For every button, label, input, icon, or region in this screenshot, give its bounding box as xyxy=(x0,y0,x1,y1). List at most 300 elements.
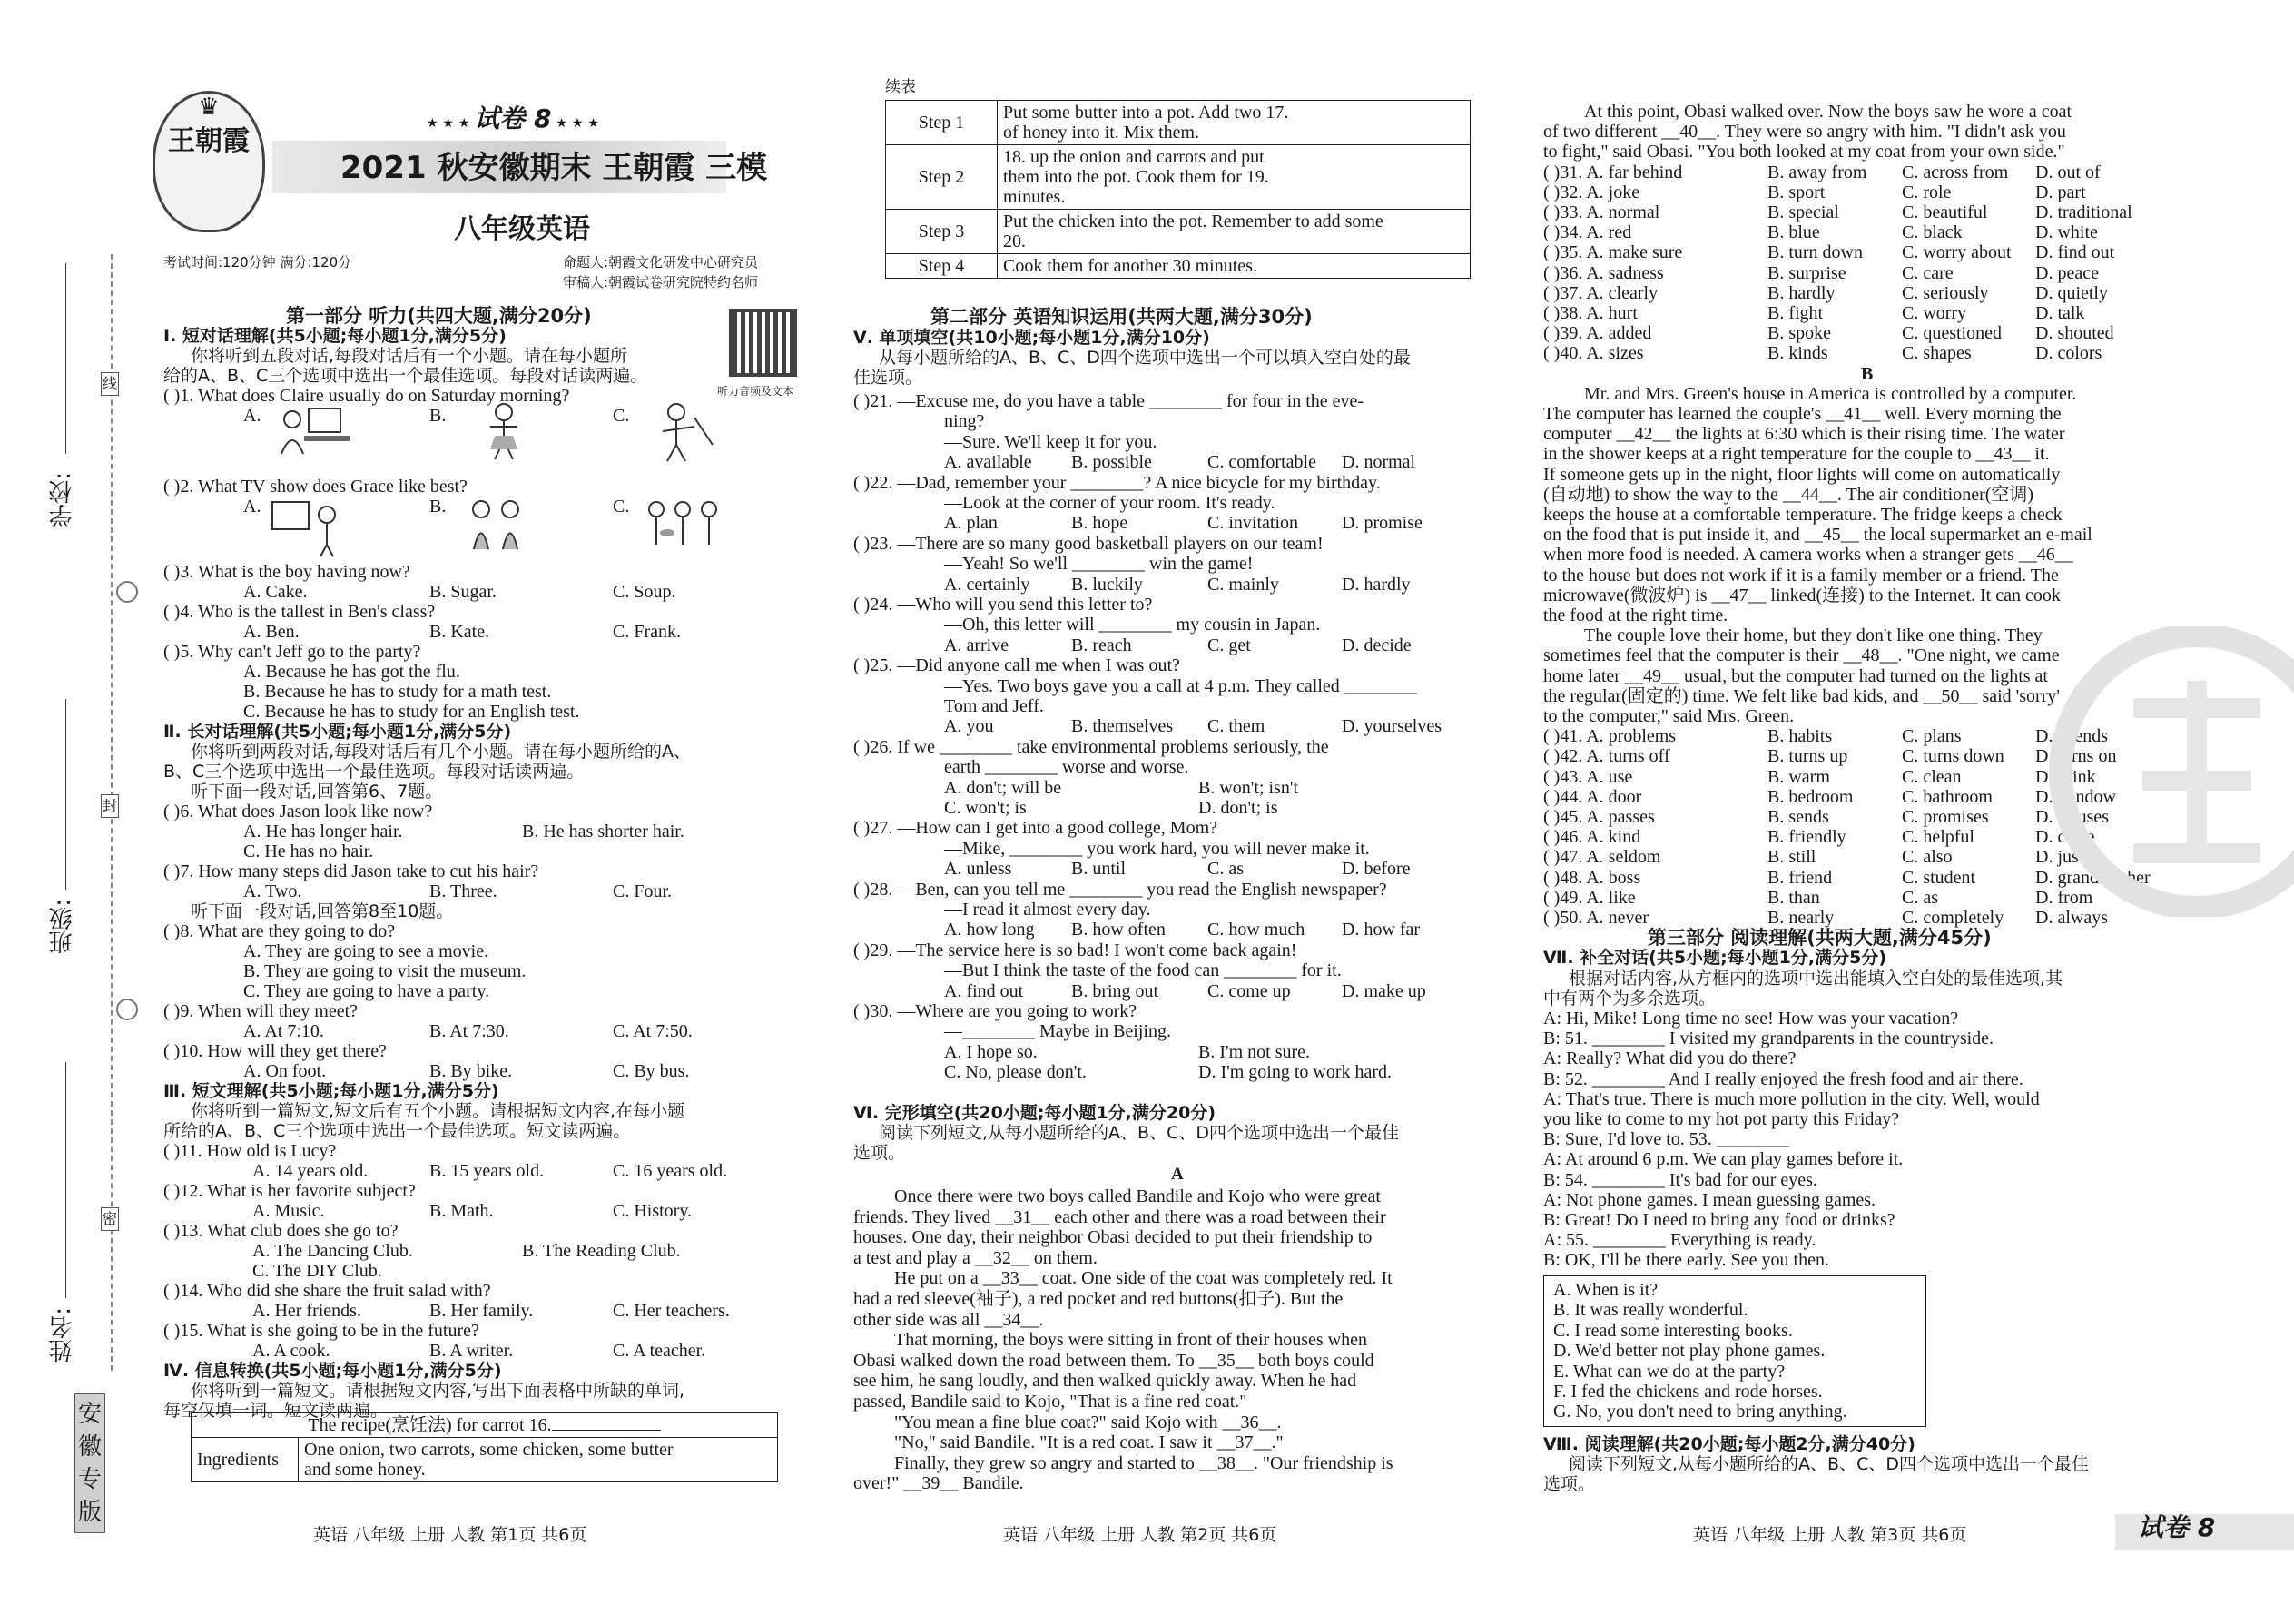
section-8-title: Ⅷ. 阅读理解(共20小题;每小题2分,满分40分) xyxy=(1543,1434,1915,1454)
class-label: 班级: xyxy=(49,899,76,954)
option: C. completely xyxy=(1902,908,2004,928)
binding-circle-1 xyxy=(116,581,138,603)
step-line: them into the pot. Cook them for 19. xyxy=(1003,167,1269,187)
option: B. fight xyxy=(1767,303,1824,323)
option: B. reach xyxy=(1071,635,1132,655)
listening-note: 听下面一段对话,回答第8至10题。 xyxy=(191,901,454,921)
cloze-question: ( )48. A. boss xyxy=(1543,867,1641,888)
option: C. comfortable xyxy=(1207,452,1316,473)
seal-mark-3: 密 xyxy=(101,1207,119,1231)
option: B. spoke xyxy=(1767,323,1831,344)
option: C. History. xyxy=(613,1201,693,1221)
option: B. 15 years old. xyxy=(429,1161,545,1181)
question-25: ( )25. —Did anyone call me when I was out? xyxy=(853,655,1180,676)
school-field[interactable] xyxy=(65,263,66,454)
option: C. plans xyxy=(1902,726,1962,747)
option: B. nearly xyxy=(1767,908,1835,928)
option: C. across from xyxy=(1902,162,2009,182)
subject-title: 八年级英语 xyxy=(454,213,590,245)
option: A. Ben. xyxy=(243,622,300,642)
question-22-line: —Look at the corner of your room. It's ready. xyxy=(944,493,1275,513)
dialogue-option: E. What can we do at the party? xyxy=(1553,1361,1786,1382)
option: C. come up xyxy=(1207,980,1291,1001)
passage-line: (自动地) to show the way to the __44__. The air conditioner(空调) xyxy=(1543,484,2034,505)
dialogue-option: A. When is it? xyxy=(1553,1280,1659,1300)
paper-number: ★ ★ ★ 试卷 8 ★ ★ ★ xyxy=(427,103,599,133)
option: D. window xyxy=(2035,786,2116,807)
option: B. possible xyxy=(1071,452,1152,473)
option: D. refuses xyxy=(2035,807,2110,827)
question-6: ( )6. What does Jason look like now? xyxy=(163,802,433,822)
option: C. seriously xyxy=(1902,282,1989,303)
cloze-question: ( )31. A. far behind xyxy=(1543,162,1683,182)
question-27-line: —Mike, ________ you work hard, you will never make it. xyxy=(944,838,1370,859)
cloze-question: ( )43. A. use xyxy=(1543,766,1633,787)
option: D. grandmother xyxy=(2035,867,2151,888)
option: B. kinds xyxy=(1767,343,1828,364)
option: D. decide xyxy=(1342,635,1412,655)
section-4-title: Ⅳ. 信息转换(共5小题;每小题1分,满分5分) xyxy=(163,1361,502,1381)
option: D. find out xyxy=(2035,242,2115,263)
option: B. sends xyxy=(1767,807,1829,827)
section-3-title: Ⅲ. 短文理解(共5小题;每小题1分,满分5分) xyxy=(163,1081,499,1101)
dialogue-line: you like to come to my hot pot party this Friday? xyxy=(1543,1109,1900,1129)
passage-line: over!" __39__ Bandile. xyxy=(853,1473,1024,1494)
option: B. friendly xyxy=(1767,827,1846,848)
dialogue-line: B: 54. ________ It's bad for our eyes. xyxy=(1543,1169,1817,1190)
option: B. blue xyxy=(1767,222,1820,243)
question-25-line: —Yes. Two boys gave you a call at 4 p.m. They called ________ xyxy=(944,675,1417,696)
option: C. how much xyxy=(1207,920,1305,940)
passage-line: The computer has learned the couple's __41__ well. Every morning the xyxy=(1543,404,2062,424)
picture-band xyxy=(640,495,726,558)
passage-line: in the shower keeps at a right temperature for the couple to __43__ it. xyxy=(1543,444,2050,465)
question-8: ( )8. What are they going to do? xyxy=(163,921,396,941)
option: A. I hope so. xyxy=(944,1041,1038,1062)
option: D. just xyxy=(2035,847,2084,868)
option: D. from xyxy=(2035,887,2093,908)
passage-line: Finally, they grew so angry and started to __38__. "Our friendship is xyxy=(894,1452,1393,1473)
option: C. Four. xyxy=(613,881,673,901)
option: B. The Reading Club. xyxy=(522,1241,681,1261)
option: D. quietly xyxy=(2035,282,2108,303)
cloze-question: ( )34. A. red xyxy=(1543,222,1632,243)
passage-line: If someone gets up in the night, floor lights will come on automatically xyxy=(1543,464,2061,485)
passage-line: houses. One day, their neighbor Obasi decided to put their friendship to xyxy=(853,1227,1373,1248)
passage-line: computer __42__ the lights at 6:30 which is their rising time. The water xyxy=(1543,424,2065,445)
dialogue-line: A: Really? What did you do there? xyxy=(1543,1048,1797,1069)
question-24: ( )24. —Who will you send this letter to? xyxy=(853,595,1153,615)
option: D. peace xyxy=(2035,262,2099,283)
option: B. surprise xyxy=(1767,262,1846,283)
option: D. normal xyxy=(1342,452,1416,473)
option: C. them xyxy=(1207,716,1265,737)
step-label: Step 4 xyxy=(886,254,998,279)
dialogue-option: C. I read some interesting books. xyxy=(1553,1320,1793,1341)
cloze-question: ( )33. A. normal xyxy=(1543,202,1660,222)
option: D. out of xyxy=(2035,162,2101,182)
passage-line: The couple love their home, but they don't like one thing. They xyxy=(1584,625,2043,646)
question-30-line: —________ Maybe in Beijing. xyxy=(944,1021,1171,1042)
cloze-question: ( )32. A. joke xyxy=(1543,182,1640,202)
ingredients-text: and some honey. xyxy=(304,1460,426,1480)
picture-dance-girl xyxy=(463,399,549,463)
option: B. how often xyxy=(1071,920,1166,940)
option: C. shapes xyxy=(1902,343,1972,364)
option: B. themselves xyxy=(1071,716,1174,737)
question-23: ( )23. —There are so many good basketball players on our team! xyxy=(853,533,1324,554)
dialogue-line: A: 55. ________ Everything is ready. xyxy=(1543,1230,1816,1251)
passage-line: the food at the right time. xyxy=(1543,605,1728,625)
passage-line: microwave(微波炉) is __47__ linked(连接) to the Internet. It can cook xyxy=(1543,585,2061,605)
option: C. as xyxy=(1207,859,1244,880)
question-5: ( )5. Why can't Jeff go to the party? xyxy=(163,642,421,662)
step-line: minutes. xyxy=(1003,187,1066,207)
option: A. certainly xyxy=(944,574,1030,595)
question-4: ( )4. Who is the tallest in Ben's class? xyxy=(163,602,436,622)
dialogue-line: B: Great! Do I need to bring any food or drinks? xyxy=(1543,1210,1895,1230)
option: D. drink xyxy=(2035,766,2096,787)
option: B. won't; isn't xyxy=(1198,777,1298,798)
step-line: of honey into it. Mix them. xyxy=(1003,123,1200,143)
dialogue-option: D. We'd better not play phone games. xyxy=(1553,1341,1826,1362)
passage-line: see him, he sang loudly, and then walked quickly away. When he had xyxy=(853,1371,1357,1392)
option: C. Because he has to study for an English test. xyxy=(243,702,580,722)
question-21-line: —Sure. We'll keep it for you. xyxy=(944,431,1157,452)
option: D. turns on xyxy=(2035,746,2117,767)
passage-line: That morning, the boys were sitting in front of their houses when xyxy=(894,1330,1368,1351)
section-4-instruction: 你将听到一篇短文。请根据短文内容,写出下面表格中所缺的单词, xyxy=(191,1381,685,1401)
passage-a-label: A xyxy=(1171,1165,1184,1184)
cloze-question: ( )47. A. seldom xyxy=(1543,847,1661,868)
option: B. sport xyxy=(1767,182,1826,202)
option: D. make up xyxy=(1342,980,1426,1001)
option: B. luckily xyxy=(1071,574,1143,595)
option: C. bathroom xyxy=(1902,786,1993,807)
step-text xyxy=(998,101,1471,145)
name-field[interactable] xyxy=(65,1062,66,1298)
option: C. He has no hair. xyxy=(243,842,374,861)
option: B. hope xyxy=(1071,513,1128,534)
option: D. before xyxy=(1342,859,1411,880)
cloze-question: ( )42. A. turns off xyxy=(1543,746,1670,767)
option: C. care xyxy=(1902,262,1954,283)
passage-line: keeps the house at a comfortable temperature. The fridge keeps a check xyxy=(1543,505,2063,525)
option: A. plan xyxy=(944,513,998,534)
option: C. worry xyxy=(1902,303,1967,323)
table-continued-label: 续表 xyxy=(885,78,916,96)
passage-line: the regular(固定的) time. We felt like bad kids, and __50__ said 'sorry' xyxy=(1543,685,2060,706)
option: C. invitation xyxy=(1207,513,1298,534)
option: A. don't; will be xyxy=(944,777,1062,798)
dialogue-line: B: 52. ________ And I really enjoyed the fresh food and air there. xyxy=(1543,1068,2023,1089)
class-field[interactable] xyxy=(65,699,66,890)
question-11: ( )11. How old is Lucy? xyxy=(163,1141,337,1161)
option-label: B. xyxy=(429,406,447,426)
section-6-instruction: 选项。 xyxy=(853,1143,906,1163)
dialogue-line: B: OK, I'll be there early. See you then. xyxy=(1543,1250,1829,1271)
option: A. A cook. xyxy=(252,1341,330,1361)
option: B. Her family. xyxy=(429,1301,534,1321)
question-9: ( )9. When will they meet? xyxy=(163,1001,359,1021)
option: A. 14 years old. xyxy=(252,1161,369,1181)
picture-violin-girl xyxy=(640,399,726,463)
option: B. I'm not sure. xyxy=(1198,1041,1311,1062)
option: C. Soup. xyxy=(613,582,676,602)
school-label: 学校: xyxy=(49,472,76,527)
cloze-question: ( )46. A. kind xyxy=(1543,827,1641,848)
passage-b-label: B xyxy=(1861,363,1874,384)
option: B. By bike. xyxy=(429,1061,513,1081)
question-29-line: —But I think the taste of the food can ________ for it. xyxy=(944,960,1342,981)
option: D. promise xyxy=(1342,513,1423,534)
option: C. No, please don't. xyxy=(944,1062,1087,1083)
question-26: ( )26. If we ________ take environmental problems seriously, the xyxy=(853,736,1329,757)
question-30: ( )30. —Where are you going to work? xyxy=(853,1001,1137,1021)
option: A. The Dancing Club. xyxy=(252,1241,413,1261)
question-24-line: —Oh, this letter will ________ my cousin in Japan. xyxy=(944,615,1321,635)
dialogue-line: A: At around 6 p.m. We can play games before it. xyxy=(1543,1149,1904,1170)
section-5-instruction: 从每小题所给的A、B、C、D四个选项中选出一个可以填入空白处的最 xyxy=(879,348,1411,368)
step-line: Put some butter into a pot. Add two 17. xyxy=(1003,103,1289,123)
step-text xyxy=(998,210,1471,254)
picture-singers xyxy=(454,495,540,558)
option: C. turns down xyxy=(1902,746,2004,767)
ingredients-label: Ingredients xyxy=(192,1438,299,1482)
option: C. The DIY Club. xyxy=(252,1261,382,1281)
question-15: ( )15. What is she going to be in the future? xyxy=(163,1321,479,1341)
option: B. than xyxy=(1767,887,1820,908)
binding-circle-2 xyxy=(116,999,138,1020)
qr-code xyxy=(729,309,797,377)
dialogue-line: A: Hi, Mike! Long time no see! How was your vacation? xyxy=(1543,1009,1959,1029)
option: B. Kate. xyxy=(429,622,490,642)
option: D. close xyxy=(2035,827,2095,848)
option: A. On foot. xyxy=(243,1061,327,1081)
option-label: C. xyxy=(613,406,630,426)
option: B. Math. xyxy=(429,1201,494,1221)
option: A. how long xyxy=(944,920,1035,940)
option: C. At 7:50. xyxy=(613,1021,693,1041)
option: D. shouted xyxy=(2035,323,2114,344)
question-12: ( )12. What is her favorite subject? xyxy=(163,1181,416,1201)
section-2-instruction: 你将听到两段对话,每段对话后有几个小题。请在每小题所给的A、 xyxy=(191,742,692,762)
passage-line: "You mean a fine blue coat?" said Kojo with __36__. xyxy=(894,1412,1282,1432)
passage-line: sometimes feel that the computer is their __48__. "One night, we came xyxy=(1543,645,2060,666)
dialogue-option: G. No, you don't need to bring anything. xyxy=(1553,1402,1847,1422)
option: A. Because he has got the flu. xyxy=(243,662,460,682)
cloze-question: ( )39. A. added xyxy=(1543,323,1652,344)
section-7-instruction: 根据对话内容,从方框内的选项中选出能填入空白处的最佳选项,其 xyxy=(1569,968,2063,989)
step-line: 20. xyxy=(1003,231,1026,251)
passage-line: Mr. and Mrs. Green's house in America is controlled by a computer. xyxy=(1584,383,2077,404)
option: A. Her friends. xyxy=(252,1301,361,1321)
option: A. unless xyxy=(944,859,1012,880)
option: C. Her teachers. xyxy=(613,1301,730,1321)
passage-line: to the house but does not work if it is a family member or a friend. The xyxy=(1543,565,2059,586)
option: C. They are going to have a party. xyxy=(243,981,490,1001)
option: D. always xyxy=(2035,908,2108,928)
option: B. friend xyxy=(1767,867,1833,888)
passage-line: of two different __40__. They were so angry with him. "I didn't ask you xyxy=(1543,122,2066,143)
edition-badge: 安徽专版 xyxy=(74,1393,105,1533)
option: C. won't; is xyxy=(944,798,1027,818)
option: B. They are going to visit the museum. xyxy=(243,961,527,981)
name-label: 姓名: xyxy=(49,1307,76,1363)
section-6-title: Ⅵ. 完形填空(共20小题;每小题1分,满分20分) xyxy=(853,1103,1216,1123)
option: B. still xyxy=(1767,847,1816,868)
step-line: Cook them for another 30 minutes. xyxy=(1003,256,1257,276)
option: D. friends xyxy=(2035,726,2108,747)
step-label: Step 2 xyxy=(886,145,998,210)
option: C. also xyxy=(1902,847,1953,868)
step-label: Step 3 xyxy=(886,210,998,254)
option: D. yourselves xyxy=(1342,716,1442,737)
option: A. At 7:10. xyxy=(243,1021,324,1041)
option: C. beautiful xyxy=(1902,202,1988,222)
question-27: ( )27. —How can I get into a good college, Mom? xyxy=(853,818,1218,839)
star-icon-left: ★ ★ ★ xyxy=(427,116,475,131)
dialogue-line: A: Not phone games. I mean guessing games. xyxy=(1543,1189,1876,1210)
ingredients-text: One onion, two carrots, some chicken, some butter xyxy=(304,1440,674,1460)
part-3-heading: 第三部分 阅读理解(共两大题,满分45分) xyxy=(1648,927,1992,950)
option: C. role xyxy=(1902,182,1952,202)
option: C. 16 years old. xyxy=(613,1161,728,1181)
question-23-line: —Yeah! So we'll ________ win the game! xyxy=(944,554,1254,575)
option-label: B. xyxy=(429,497,447,517)
step-text xyxy=(998,145,1471,210)
cloze-question: ( )38. A. hurt xyxy=(1543,303,1638,323)
passage-line: other side was all __34__. xyxy=(853,1309,1044,1330)
corner-paper-number: 试卷 8 xyxy=(2138,1512,2216,1542)
option: B. A writer. xyxy=(429,1341,514,1361)
cloze-question: ( )37. A. clearly xyxy=(1543,282,1659,303)
passage-line: when more food is needed. A camera works when a stranger gets __46__ xyxy=(1543,545,2073,566)
question-1: ( )1. What does Claire usually do on Saturday morning? xyxy=(163,386,570,406)
section-5-instruction: 佳选项。 xyxy=(853,368,923,388)
option: B. Because he has to study for a math test. xyxy=(243,682,552,702)
question-14: ( )14. Who did she share the fruit salad with? xyxy=(163,1281,491,1301)
passage-line: had a red sleeve(袖子), a red pocket and red buttons(扣子). But the xyxy=(853,1289,1344,1309)
question-22: ( )22. —Dad, remember your ________? A nice bicycle for my birthday. xyxy=(853,472,1381,493)
step-line: Put the chicken into the pot. Remember to add some xyxy=(1003,212,1383,231)
option: A. Music. xyxy=(252,1201,325,1221)
option: A. Two. xyxy=(243,881,302,901)
passage-line: "No," said Bandile. "It is a red coat. I saw it __37__." xyxy=(894,1432,1284,1453)
question-7: ( )7. How many steps did Jason take to cut his hair? xyxy=(163,861,539,881)
question-2: ( )2. What TV show does Grace like best? xyxy=(163,477,468,497)
option: C. helpful xyxy=(1902,827,1974,848)
question-26-line: earth ________ worse and worse. xyxy=(944,757,1189,778)
option: D. I'm going to work hard. xyxy=(1198,1062,1393,1083)
dialogue-options-box xyxy=(1543,1275,1926,1427)
dialogue-line: B: Sure, I'd love to. 53. ________ xyxy=(1543,1129,1789,1150)
option: B. special xyxy=(1767,202,1839,222)
option: D. talk xyxy=(2035,303,2085,323)
cloze-question: ( )40. A. sizes xyxy=(1543,343,1644,364)
option-label: A. xyxy=(243,497,261,517)
option: B. He has shorter hair. xyxy=(522,822,684,842)
option: C. A teacher. xyxy=(613,1341,706,1361)
option: C. Frank. xyxy=(613,622,681,642)
picture-computer-girl xyxy=(272,399,359,463)
section-2-instruction: B、C三个选项中选出一个最佳选项。每段对话读两遍。 xyxy=(163,762,585,782)
question-28-line: —I read it almost every day. xyxy=(944,900,1151,920)
option: B. At 7:30. xyxy=(429,1021,509,1041)
option: C. get xyxy=(1207,635,1251,655)
crown-icon: ♛ xyxy=(198,94,220,120)
section-1-instruction: 你将听到五段对话,每段对话后有一个小题。请在每小题所 xyxy=(191,346,628,366)
option: C. questioned xyxy=(1902,323,2002,344)
step-text xyxy=(998,254,1471,279)
passage-line: Once there were two boys called Bandile and Kojo who were great xyxy=(894,1186,1381,1206)
section-7-title: Ⅶ. 补全对话(共5小题;每小题1分,满分5分) xyxy=(1543,948,1887,969)
passage-line: At this point, Obasi walked over. Now the boys saw he wore a coat xyxy=(1584,102,2072,122)
section-7-instruction: 中有两个为多余选项。 xyxy=(1543,988,1717,1009)
cloze-question: ( )50. A. never xyxy=(1543,908,1649,928)
question-28: ( )28. —Ben, can you tell me ________ you read the English newspaper? xyxy=(853,879,1387,900)
option: A. He has longer hair. xyxy=(243,822,403,842)
option: D. hardly xyxy=(1342,574,1411,595)
option: D. white xyxy=(2035,222,2098,243)
recipe-table xyxy=(191,1412,778,1482)
option: B. turn down xyxy=(1767,242,1863,263)
passage-line: on the food that is put inside it, and __45__ the local supermarket an e-mail xyxy=(1543,525,2092,546)
option: C. By bus. xyxy=(613,1061,690,1081)
reviewer: 审稿人:朝霞试卷研究院特约名师 xyxy=(563,274,759,290)
logo-badge xyxy=(153,91,265,232)
passage-line: Obasi walked down the road between them. To __35__ both boys could xyxy=(853,1350,1374,1371)
dialogue-line: A: That's true. There is much more pollution in the city. Well, would xyxy=(1543,1088,2040,1109)
cloze-question: ( )41. A. problems xyxy=(1543,726,1677,747)
page-footer: 英语 八年级 上册 人教 第1页 共6页 xyxy=(313,1525,587,1545)
option: A. find out xyxy=(944,980,1024,1001)
page-footer: 英语 八年级 上册 人教 第3页 共6页 xyxy=(1693,1525,1967,1545)
page-footer: 英语 八年级 上册 人教 第2页 共6页 xyxy=(1003,1525,1277,1545)
cloze-question: ( )44. A. door xyxy=(1543,786,1642,807)
passage-line: to fight," said Obasi. "You both looked at my coat from your own side." xyxy=(1543,142,2065,162)
recipe-steps-table xyxy=(885,100,1471,279)
section-1-instruction: 给的A、B、C三个选项中选出一个最佳选项。每段对话读两遍。 xyxy=(163,366,648,386)
seal-mark-2: 封 xyxy=(101,794,119,818)
passage-line: He put on a __33__ coat. One side of the coat was completely red. It xyxy=(894,1268,1393,1289)
dialogue-option: B. It was really wonderful. xyxy=(1553,1300,1748,1321)
option: C. as xyxy=(1902,887,1938,908)
option: A. available xyxy=(944,452,1032,473)
question-21-line: ning? xyxy=(944,411,985,432)
section-4-instruction: 每空仅填一词。短文读两遍。 xyxy=(163,1401,389,1421)
option: B. bedroom xyxy=(1767,786,1854,807)
question-3: ( )3. What is the boy having now? xyxy=(163,562,410,582)
option-label: C. xyxy=(613,497,630,517)
passage-line: passed, Bandile said to Kojo, "That is a fine red coat." xyxy=(853,1392,1247,1412)
cloze-question: ( )45. A. passes xyxy=(1543,807,1655,827)
answer-blank-16[interactable] xyxy=(552,1430,661,1431)
section-8-instruction: 选项。 xyxy=(1543,1474,1596,1494)
passage-line: to the computer," said Mrs. Green. xyxy=(1543,706,1795,726)
dialogue-line: B: 51. ________ I visited my grandparents in the countryside. xyxy=(1543,1029,1994,1049)
recipe-title: The recipe(烹饪法) for carrot 16. xyxy=(308,1415,552,1435)
option: C. black xyxy=(1902,222,1963,243)
option-label: A. xyxy=(243,406,261,426)
option: B. away from xyxy=(1767,162,1867,182)
passage-line: friends. They lived __31__ each other and there was a road between their xyxy=(853,1206,1386,1227)
part-1-heading: 第一部分 听力(共四大题,满分20分) xyxy=(286,305,592,327)
option: B. turns up xyxy=(1767,746,1848,767)
option: B. hardly xyxy=(1767,282,1836,303)
dialogue-option: F. I fed the chickens and rode horses. xyxy=(1553,1381,1823,1402)
option: D. traditional xyxy=(2035,202,2132,222)
